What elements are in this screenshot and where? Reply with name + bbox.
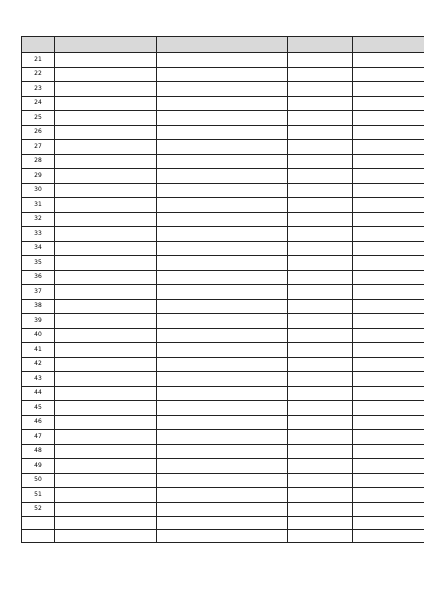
cell-phone [288, 459, 353, 474]
table-row [22, 502, 424, 517]
cell-position [157, 125, 288, 140]
table-row [22, 299, 424, 314]
blank-table-row [22, 517, 424, 530]
cell-name [55, 270, 157, 285]
cell-phone [288, 154, 353, 169]
cell-name [55, 111, 157, 126]
blank-cell-organization [353, 530, 424, 543]
cell-organization [353, 183, 424, 198]
cell-name [55, 473, 157, 488]
cell-organization [353, 53, 424, 68]
cell-position [157, 285, 288, 300]
cell-position [157, 96, 288, 111]
cell-name [55, 212, 157, 227]
cell-position [157, 314, 288, 329]
table-row [22, 125, 424, 140]
table-row [22, 227, 424, 242]
cell-name [55, 169, 157, 184]
table-row [22, 67, 424, 82]
table-header-row [22, 37, 424, 53]
table-row [22, 357, 424, 372]
cell-position [157, 212, 288, 227]
table-row [22, 154, 424, 169]
cell-name [55, 285, 157, 300]
cell-phone [288, 198, 353, 213]
cell-number: 27 [22, 140, 55, 155]
cell-name [55, 372, 157, 387]
cell-organization [353, 372, 424, 387]
cell-number: 45 [22, 401, 55, 416]
cell-position [157, 227, 288, 242]
cell-position [157, 444, 288, 459]
table-header [22, 37, 424, 53]
cell-phone [288, 53, 353, 68]
blank-cell-name [55, 517, 157, 530]
cell-phone [288, 169, 353, 184]
cell-phone [288, 372, 353, 387]
blank-cell-name [55, 530, 157, 543]
column-header-phone [288, 37, 353, 53]
cell-organization [353, 488, 424, 503]
blank-cell-phone [288, 530, 353, 543]
table-row [22, 401, 424, 416]
cell-organization [353, 125, 424, 140]
cell-number: 24 [22, 96, 55, 111]
cell-organization [353, 111, 424, 126]
cell-name [55, 299, 157, 314]
cell-position [157, 67, 288, 82]
cell-phone [288, 357, 353, 372]
cell-number: 22 [22, 67, 55, 82]
cell-number: 34 [22, 241, 55, 256]
blank-cell-position [157, 517, 288, 530]
cell-position [157, 140, 288, 155]
cell-organization [353, 169, 424, 184]
cell-number: 31 [22, 198, 55, 213]
cell-organization [353, 299, 424, 314]
cell-position [157, 502, 288, 517]
cell-organization [353, 473, 424, 488]
cell-position [157, 53, 288, 68]
table-row [22, 444, 424, 459]
cell-organization [353, 386, 424, 401]
cell-name [55, 125, 157, 140]
table-row [22, 270, 424, 285]
cell-organization [353, 270, 424, 285]
cell-phone [288, 444, 353, 459]
cell-phone [288, 82, 353, 97]
cell-name [55, 227, 157, 242]
table-row [22, 256, 424, 271]
blank-cell-number [22, 517, 55, 530]
table-row [22, 169, 424, 184]
cell-position [157, 401, 288, 416]
cell-phone [288, 212, 353, 227]
cell-organization [353, 140, 424, 155]
cell-name [55, 430, 157, 445]
cell-name [55, 357, 157, 372]
cell-organization [353, 401, 424, 416]
cell-number: 35 [22, 256, 55, 271]
cell-position [157, 256, 288, 271]
contact-table-sheet [21, 36, 406, 543]
cell-organization [353, 212, 424, 227]
table-row [22, 386, 424, 401]
table-row [22, 430, 424, 445]
cell-organization [353, 154, 424, 169]
table-body [22, 53, 424, 543]
cell-phone [288, 314, 353, 329]
cell-phone [288, 488, 353, 503]
cell-position [157, 299, 288, 314]
cell-phone [288, 430, 353, 445]
cell-phone [288, 256, 353, 271]
cell-position [157, 488, 288, 503]
cell-organization [353, 502, 424, 517]
cell-number: 26 [22, 125, 55, 140]
cell-name [55, 241, 157, 256]
cell-name [55, 53, 157, 68]
cell-position [157, 459, 288, 474]
cell-organization [353, 96, 424, 111]
cell-number: 44 [22, 386, 55, 401]
cell-name [55, 444, 157, 459]
cell-organization [353, 430, 424, 445]
cell-name [55, 140, 157, 155]
table-row [22, 285, 424, 300]
table-row [22, 459, 424, 474]
table-row [22, 183, 424, 198]
cell-number: 50 [22, 473, 55, 488]
table-row [22, 372, 424, 387]
cell-name [55, 154, 157, 169]
cell-phone [288, 227, 353, 242]
blank-table-row [22, 530, 424, 543]
cell-number: 38 [22, 299, 55, 314]
table-row [22, 328, 424, 343]
cell-number: 32 [22, 212, 55, 227]
cell-name [55, 183, 157, 198]
table-row [22, 488, 424, 503]
cell-phone [288, 183, 353, 198]
cell-position [157, 169, 288, 184]
cell-position [157, 386, 288, 401]
cell-name [55, 386, 157, 401]
cell-name [55, 488, 157, 503]
cell-name [55, 67, 157, 82]
table-row [22, 96, 424, 111]
table-row [22, 212, 424, 227]
cell-number: 37 [22, 285, 55, 300]
column-header-position [157, 37, 288, 53]
cell-number: 47 [22, 430, 55, 445]
table-row [22, 473, 424, 488]
column-header-name [55, 37, 157, 53]
cell-name [55, 502, 157, 517]
cell-number: 42 [22, 357, 55, 372]
cell-number: 49 [22, 459, 55, 474]
cell-position [157, 372, 288, 387]
blank-cell-position [157, 530, 288, 543]
cell-phone [288, 415, 353, 430]
cell-position [157, 270, 288, 285]
table-row [22, 198, 424, 213]
cell-phone [288, 328, 353, 343]
cell-organization [353, 285, 424, 300]
cell-organization [353, 198, 424, 213]
cell-name [55, 415, 157, 430]
table-row [22, 314, 424, 329]
cell-position [157, 473, 288, 488]
cell-number: 41 [22, 343, 55, 358]
cell-name [55, 459, 157, 474]
cell-phone [288, 386, 353, 401]
cell-position [157, 430, 288, 445]
cell-organization [353, 227, 424, 242]
cell-number: 30 [22, 183, 55, 198]
table-row [22, 343, 424, 358]
cell-position [157, 343, 288, 358]
cell-name [55, 82, 157, 97]
cell-phone [288, 401, 353, 416]
cell-name [55, 198, 157, 213]
blank-cell-organization [353, 517, 424, 530]
cell-organization [353, 459, 424, 474]
cell-name [55, 96, 157, 111]
cell-position [157, 198, 288, 213]
cell-organization [353, 256, 424, 271]
cell-number: 29 [22, 169, 55, 184]
cell-organization [353, 444, 424, 459]
table-row [22, 241, 424, 256]
cell-number: 36 [22, 270, 55, 285]
cell-phone [288, 125, 353, 140]
cell-number: 43 [22, 372, 55, 387]
cell-position [157, 357, 288, 372]
cell-phone [288, 285, 353, 300]
table-row [22, 111, 424, 126]
cell-number: 51 [22, 488, 55, 503]
cell-organization [353, 82, 424, 97]
cell-phone [288, 140, 353, 155]
cell-position [157, 154, 288, 169]
cell-organization [353, 328, 424, 343]
cell-phone [288, 111, 353, 126]
cell-position [157, 183, 288, 198]
cell-phone [288, 270, 353, 285]
cell-number: 40 [22, 328, 55, 343]
cell-name [55, 343, 157, 358]
cell-number: 52 [22, 502, 55, 517]
cell-name [55, 401, 157, 416]
column-header-number [22, 37, 55, 53]
cell-organization [353, 415, 424, 430]
cell-organization [353, 357, 424, 372]
cell-position [157, 241, 288, 256]
table-row [22, 82, 424, 97]
cell-phone [288, 241, 353, 256]
cell-name [55, 256, 157, 271]
cell-organization [353, 241, 424, 256]
cell-number: 25 [22, 111, 55, 126]
cell-position [157, 111, 288, 126]
column-header-organization [353, 37, 424, 53]
cell-phone [288, 67, 353, 82]
table-row [22, 140, 424, 155]
cell-number: 48 [22, 444, 55, 459]
cell-organization [353, 314, 424, 329]
cell-position [157, 415, 288, 430]
cell-number: 39 [22, 314, 55, 329]
contact-table [21, 36, 424, 543]
cell-phone [288, 343, 353, 358]
cell-position [157, 82, 288, 97]
table-row [22, 53, 424, 68]
cell-name [55, 328, 157, 343]
cell-position [157, 328, 288, 343]
cell-number: 23 [22, 82, 55, 97]
cell-number: 33 [22, 227, 55, 242]
cell-name [55, 314, 157, 329]
blank-cell-phone [288, 517, 353, 530]
cell-phone [288, 299, 353, 314]
cell-phone [288, 502, 353, 517]
cell-number: 28 [22, 154, 55, 169]
cell-organization [353, 343, 424, 358]
cell-organization [353, 67, 424, 82]
table-row [22, 415, 424, 430]
cell-number: 46 [22, 415, 55, 430]
cell-number: 21 [22, 53, 55, 68]
cell-phone [288, 96, 353, 111]
cell-phone [288, 473, 353, 488]
blank-cell-number [22, 530, 55, 543]
